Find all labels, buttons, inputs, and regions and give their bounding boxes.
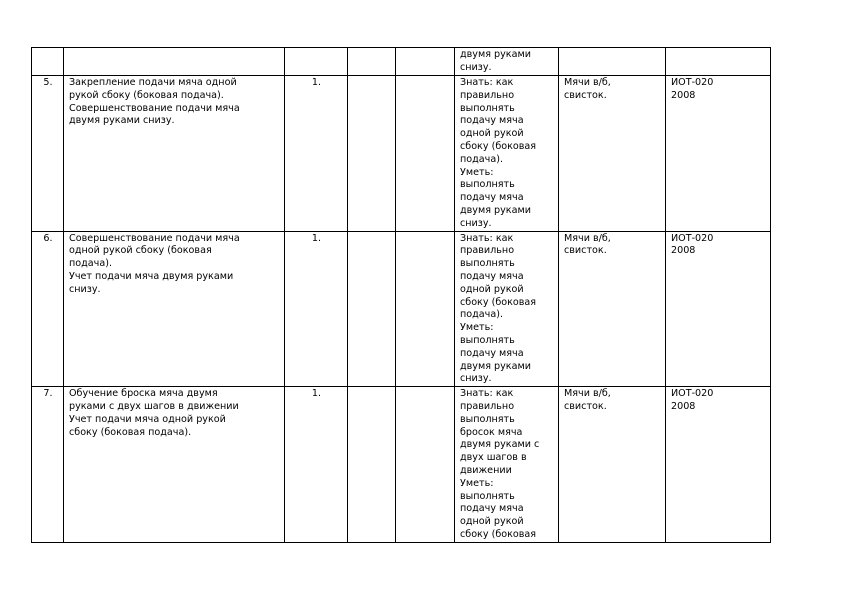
cell-text-line: подачу мяча <box>460 270 524 282</box>
cell-text-line: снизу. <box>460 217 492 229</box>
safety-instruction-cell <box>666 76 771 232</box>
cell-text-line: Уметь: <box>460 166 494 178</box>
cell-text-line: сбоку (боковая <box>460 140 537 152</box>
cell-text-line: правильно <box>460 400 515 412</box>
cell-text-line: Совершенствование подачи мяча <box>69 102 240 114</box>
cell-text: 6. <box>43 232 53 244</box>
lesson-topic-cell <box>64 48 285 76</box>
cell-text-line: Обучение броска мяча двумя <box>69 388 218 400</box>
empty-cell <box>396 48 455 76</box>
cell-text-line: Учет подачи мяча двумя руками <box>69 270 234 282</box>
equipment-cell <box>559 387 666 543</box>
cell-text-line: одной рукой <box>460 128 524 140</box>
cell-text-line: подачу мяча <box>460 192 524 204</box>
cell-text: 1. <box>311 232 322 244</box>
cell-text-line: ИОТ-020 <box>671 77 714 88</box>
table-row <box>32 76 771 232</box>
lesson-topic-cell <box>64 76 285 232</box>
cell-text-line: правильно <box>460 245 515 257</box>
cell-text-line: Учет подачи мяча одной рукой <box>69 413 226 425</box>
cell-text-line: сбоку (боковая <box>460 296 537 308</box>
cell-text: 7. <box>43 388 53 400</box>
cell-text-line: свисток. <box>564 89 607 101</box>
cell-text-line: движении <box>460 464 512 476</box>
cell-text-line: подачу мяча <box>460 347 524 359</box>
table-row <box>32 48 771 76</box>
lesson-number-cell <box>32 231 64 387</box>
hours-cell <box>285 48 348 76</box>
requirements-cell <box>455 231 559 387</box>
equipment-cell <box>559 76 666 232</box>
table-row <box>32 231 771 387</box>
table-body <box>32 48 771 543</box>
cell-text-line: выполнять <box>460 490 515 502</box>
cell-text-line: выполнять <box>460 413 515 425</box>
cell-text-line: ИОТ-020 <box>671 388 714 400</box>
cell-text-line: двух шагов в <box>460 452 527 464</box>
empty-cell <box>348 231 396 387</box>
cell-text-line: рукой сбоку (боковая подача). <box>69 89 224 101</box>
cell-text: 5. <box>43 77 53 88</box>
cell-text-line: руками с двух шагов в движении <box>69 400 239 412</box>
cell-text-line: снизу. <box>69 283 101 295</box>
cell-text-line: сбоку (боковая <box>460 528 537 540</box>
cell-text-line: двумя руками снизу. <box>69 115 175 127</box>
requirements-cell <box>455 48 559 76</box>
hours-cell <box>285 76 348 232</box>
cell-text-line: Совершенствование подачи мяча <box>69 232 240 244</box>
cell-text-line: выполнять <box>460 179 515 191</box>
hours-cell <box>285 231 348 387</box>
cell-text-line: бросок мяча <box>460 426 523 438</box>
cell-text-line: сбоку (боковая подача). <box>69 426 192 438</box>
cell-text-line: 2008 <box>671 89 696 101</box>
cell-text-line: одной рукой сбоку (боковая <box>69 245 212 257</box>
empty-cell <box>396 76 455 232</box>
cell-text-line: Знать: как <box>460 388 514 400</box>
cell-text-line: ИОТ-020 <box>671 232 714 244</box>
cell-text-line: снизу. <box>460 61 492 73</box>
lesson-number-cell <box>32 48 64 76</box>
cell-text-line: двумя руками <box>460 360 531 372</box>
cell-text-line: свисток. <box>564 400 607 412</box>
hours-cell <box>285 387 348 543</box>
equipment-cell <box>559 48 666 76</box>
empty-cell <box>396 387 455 543</box>
cell-text-line: одной рукой <box>460 516 524 528</box>
cell-text-line: Уметь: <box>460 477 494 489</box>
requirements-cell <box>455 387 559 543</box>
cell-text-line: подачу мяча <box>460 115 524 127</box>
cell-text-line: двумя руками <box>460 49 531 60</box>
empty-cell <box>396 231 455 387</box>
cell-text-line: двумя руками <box>460 204 531 216</box>
cell-text-line: выполнять <box>460 334 515 346</box>
cell-text-line: подача). <box>69 258 112 270</box>
empty-cell <box>348 76 396 232</box>
cell-text-line: Уметь: <box>460 322 494 334</box>
cell-text-line: Закрепление подачи мяча одной <box>69 77 237 88</box>
cell-text-line: выполнять <box>460 258 515 270</box>
lesson-plan-table <box>31 47 771 543</box>
cell-text-line: Мячи в/б, <box>564 77 611 88</box>
table-row <box>32 387 771 543</box>
cell-text-line: свисток. <box>564 245 607 257</box>
cell-text-line: Знать: как <box>460 232 514 244</box>
lesson-topic-cell <box>64 387 285 543</box>
cell-text-line: Мячи в/б, <box>564 232 611 244</box>
safety-instruction-cell <box>666 231 771 387</box>
cell-text: 1. <box>311 77 322 88</box>
safety-instruction-cell <box>666 48 771 76</box>
empty-cell <box>348 387 396 543</box>
lesson-number-cell <box>32 76 64 232</box>
lesson-topic-cell <box>64 231 285 387</box>
cell-text-line: подача). <box>460 153 503 165</box>
cell-text-line: выполнять <box>460 102 515 114</box>
cell-text-line: Знать: как <box>460 77 514 88</box>
cell-text-line: двумя руками с <box>460 439 540 451</box>
lesson-number-cell <box>32 387 64 543</box>
safety-instruction-cell <box>666 387 771 543</box>
equipment-cell <box>559 231 666 387</box>
cell-text-line: 2008 <box>671 400 696 412</box>
empty-cell <box>348 48 396 76</box>
cell-text-line: правильно <box>460 89 515 101</box>
requirements-cell <box>455 76 559 232</box>
cell-text-line: подачу мяча <box>460 503 524 515</box>
cell-text-line: Мячи в/б, <box>564 388 611 400</box>
cell-text: 1. <box>311 388 322 400</box>
cell-text-line: 2008 <box>671 245 696 257</box>
cell-text-line: снизу. <box>460 373 492 385</box>
cell-text-line: подача). <box>460 309 503 321</box>
cell-text-line: одной рукой <box>460 283 524 295</box>
